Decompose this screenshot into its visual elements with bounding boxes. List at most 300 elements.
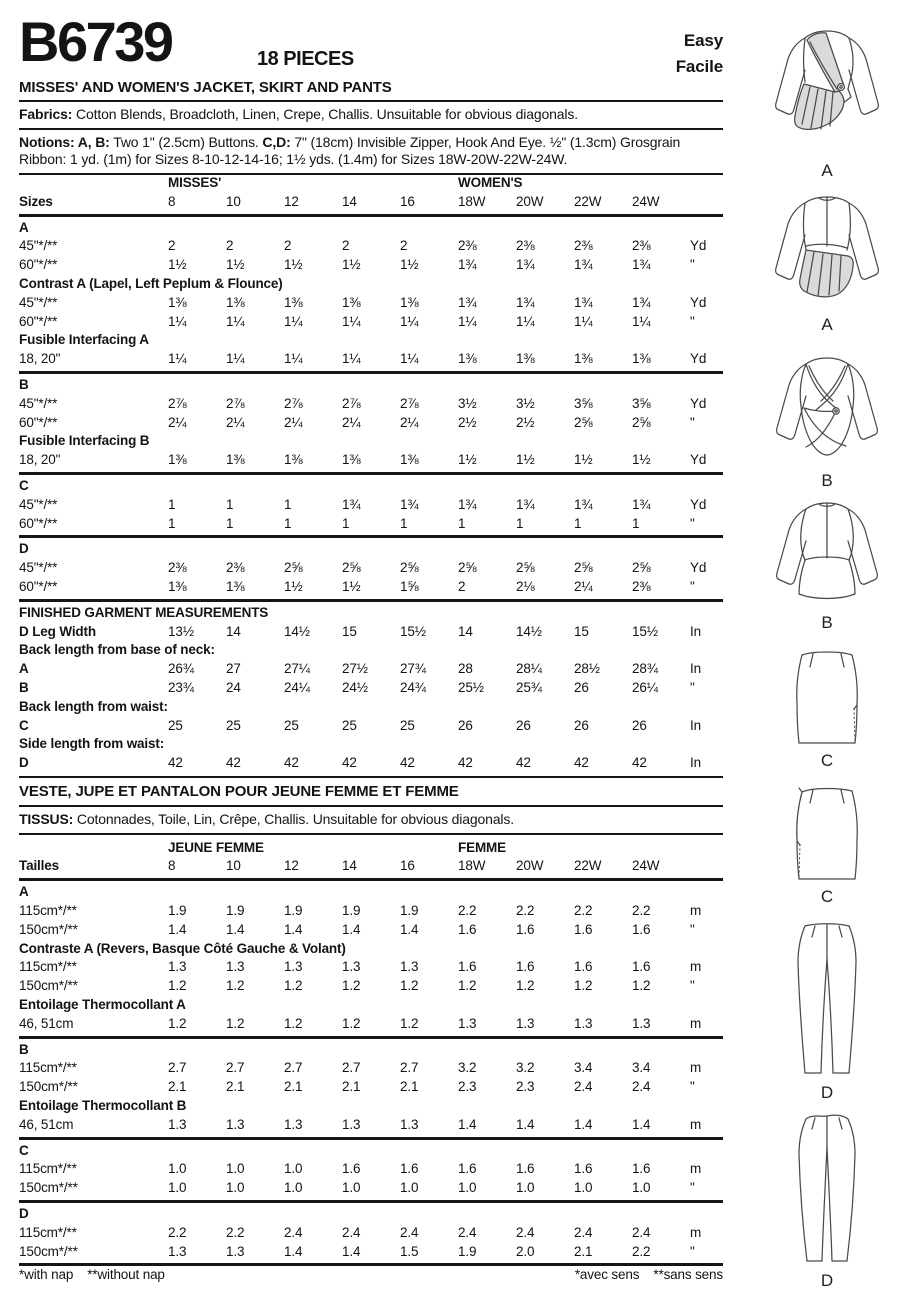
yardage-value: 2 bbox=[342, 238, 350, 254]
measurement-value: 13½ bbox=[168, 623, 194, 639]
measurement-value: 28¼ bbox=[516, 661, 542, 677]
measurement-value: 15½ bbox=[400, 623, 426, 639]
measurement-value: 26¼ bbox=[632, 679, 658, 695]
yardage-value: 1¾ bbox=[574, 496, 593, 512]
measurement-row-label: D Leg Width bbox=[19, 623, 96, 639]
unit-column-spacer bbox=[690, 857, 723, 876]
yardage-value: 1½ bbox=[168, 257, 187, 273]
size-column-header: 10 bbox=[226, 858, 241, 874]
yardage-value: 2.4 bbox=[458, 1224, 477, 1240]
divider-rule bbox=[19, 833, 723, 835]
yardage-value: 1½ bbox=[342, 578, 361, 594]
yardage-value: 1¾ bbox=[632, 294, 651, 310]
unit-cell: " bbox=[690, 313, 695, 329]
row-label: 45"*/** bbox=[19, 496, 58, 512]
row-label: 45"*/** bbox=[19, 238, 58, 254]
measurement-value: 26 bbox=[632, 717, 647, 733]
yardage-value: 1.4 bbox=[342, 921, 361, 937]
measurement-subhead: Back length from waist: bbox=[19, 698, 168, 714]
yardage-value: 1¾ bbox=[516, 294, 535, 310]
row-label: 115cm*/** bbox=[19, 1224, 77, 1240]
yardage-value: 1½ bbox=[342, 257, 361, 273]
measurement-row-label: C bbox=[19, 717, 29, 733]
unit-cell: " bbox=[690, 414, 695, 430]
measurement-value: 25 bbox=[226, 717, 241, 733]
fabrics-label: Fabrics: bbox=[19, 106, 73, 122]
view-a-back-illustration bbox=[752, 186, 902, 335]
yardage-value: 1.4 bbox=[516, 1116, 535, 1132]
yardage-value: 1⅜ bbox=[168, 578, 187, 594]
yardage-value: 1⅝ bbox=[400, 578, 419, 594]
measurement-value: 14 bbox=[226, 623, 241, 639]
yardage-value: 2⅝ bbox=[342, 560, 361, 576]
yardage-value: 1.4 bbox=[342, 1243, 361, 1259]
yardage-value: 3.2 bbox=[516, 1060, 535, 1076]
view-label: A bbox=[821, 315, 833, 334]
yardage-value: 1¼ bbox=[226, 351, 245, 367]
view-label: C bbox=[820, 887, 834, 906]
yardage-value: 1.6 bbox=[516, 1161, 535, 1177]
view-label: B bbox=[821, 613, 833, 632]
measurement-value: 25 bbox=[284, 717, 299, 733]
unit-column-spacer bbox=[690, 193, 723, 212]
yardage-value: 2¼ bbox=[168, 414, 187, 430]
yardage-value: 2.2 bbox=[632, 902, 651, 918]
yardage-value: 2.7 bbox=[226, 1060, 245, 1076]
tissus-label: TISSUS: bbox=[19, 811, 74, 827]
size-group-right: FEMME bbox=[458, 839, 506, 855]
row-label: 150cm*/** bbox=[19, 978, 78, 994]
yardage-value: 1.0 bbox=[516, 1180, 535, 1196]
yardage-value: 1.0 bbox=[284, 1161, 303, 1177]
yardage-value: 1⅜ bbox=[226, 578, 245, 594]
measurement-value: 26 bbox=[516, 717, 531, 733]
yardage-value: 1.9 bbox=[400, 902, 419, 918]
measurement-value: 27 bbox=[226, 661, 241, 677]
yardage-value: 1⅜ bbox=[284, 452, 303, 468]
yardage-value: 1¼ bbox=[284, 351, 303, 367]
yardage-value: 2.7 bbox=[400, 1060, 419, 1076]
yardage-value: 2⅝ bbox=[574, 560, 593, 576]
yardage-value: 3⅝ bbox=[632, 395, 651, 411]
measurement-value: 27¼ bbox=[284, 661, 310, 677]
yardage-value: 2⅜ bbox=[516, 238, 535, 254]
yardage-value: 1 bbox=[400, 515, 408, 531]
yardage-value: 1.2 bbox=[632, 978, 651, 994]
unit-cell: In bbox=[690, 623, 701, 639]
yardage-value: 1 bbox=[168, 496, 176, 512]
section-label: Fusible Interfacing B bbox=[19, 433, 150, 449]
yardage-value: 1.4 bbox=[458, 1116, 477, 1132]
yardage-value: 1 bbox=[226, 496, 234, 512]
yardage-value: 1.2 bbox=[400, 978, 419, 994]
view-a-front-illustration bbox=[752, 20, 902, 181]
row-label: 150cm*/** bbox=[19, 1243, 78, 1259]
view-label: C bbox=[820, 751, 834, 770]
sizes-row-label: Sizes bbox=[19, 193, 53, 209]
yardage-value: 2⅝ bbox=[574, 414, 593, 430]
section-label: B bbox=[19, 1041, 29, 1057]
yardage-value: 1.6 bbox=[574, 921, 593, 937]
yardage-value: 2.4 bbox=[632, 1224, 651, 1240]
yardage-value: 1.3 bbox=[168, 959, 187, 975]
size-column-header: 20W bbox=[516, 858, 544, 874]
yardage-value: 1.0 bbox=[458, 1180, 477, 1196]
yardage-value: 1⅜ bbox=[226, 294, 245, 310]
yardage-value: 1.3 bbox=[516, 1015, 535, 1031]
yardage-value: 1.0 bbox=[632, 1180, 651, 1196]
yardage-value: 1.6 bbox=[574, 1161, 593, 1177]
yardage-value: 1.2 bbox=[342, 978, 361, 994]
view-b-front-illustration bbox=[752, 348, 902, 491]
yardage-value: 1.2 bbox=[168, 978, 187, 994]
yardage-value: 3.2 bbox=[458, 1060, 477, 1076]
yardage-value: 1.6 bbox=[574, 959, 593, 975]
measurement-value: 26¾ bbox=[168, 661, 194, 677]
yardage-value: 1.3 bbox=[168, 1243, 187, 1259]
measurement-value: 42 bbox=[400, 755, 415, 771]
measurement-row-label: A bbox=[19, 661, 29, 677]
yardage-value: 2.3 bbox=[516, 1079, 535, 1095]
yardage-value: 1 bbox=[284, 496, 292, 512]
row-label: 46, 51cm bbox=[19, 1116, 74, 1132]
yardage-value: 1¾ bbox=[632, 496, 651, 512]
yardage-value: 1¾ bbox=[574, 294, 593, 310]
yardage-value: 1.6 bbox=[632, 1161, 651, 1177]
section-label: Contraste A (Revers, Basque Côté Gauche & Volant) bbox=[19, 940, 346, 956]
yardage-value: 1 bbox=[632, 515, 640, 531]
size-group-left: MISSES' bbox=[168, 175, 222, 190]
yardage-value: 2.2 bbox=[168, 1224, 187, 1240]
yardage-value: 1.2 bbox=[458, 978, 477, 994]
row-label: 115cm*/** bbox=[19, 902, 77, 918]
yardage-value: 1.9 bbox=[342, 902, 361, 918]
unit-cell: Yd bbox=[690, 395, 707, 411]
yardage-value: 1½ bbox=[458, 452, 477, 468]
divider-rule bbox=[19, 100, 723, 102]
row-label: 115cm*/** bbox=[19, 1060, 77, 1076]
row-label: 115cm*/** bbox=[19, 959, 77, 975]
fabrics-line bbox=[19, 106, 723, 124]
yardage-value: 1½ bbox=[226, 257, 245, 273]
section-label: D bbox=[19, 541, 29, 557]
section-label: A bbox=[19, 884, 29, 900]
yardage-value: 1¾ bbox=[574, 257, 593, 273]
yardage-table-english bbox=[19, 174, 723, 773]
yardage-value: 1.4 bbox=[284, 921, 303, 937]
yardage-value: 2.2 bbox=[458, 902, 477, 918]
yardage-value: 1.6 bbox=[342, 1161, 361, 1177]
unit-cell: m bbox=[690, 902, 702, 918]
size-column-header: 10 bbox=[226, 193, 241, 209]
size-table-corner bbox=[19, 839, 168, 858]
section-label: A bbox=[19, 219, 29, 235]
yardage-value: 2⅜ bbox=[632, 578, 651, 594]
finished-measurements-title: FINISHED GARMENT MEASUREMENTS bbox=[19, 604, 269, 620]
divider-rule bbox=[19, 878, 723, 881]
tissus-text: Cotonnades, Toile, Lin, Crêpe, Challis. Unsuitable for obvious diagonals. bbox=[73, 811, 514, 827]
yardage-value: 2¼ bbox=[342, 414, 361, 430]
yardage-value: 2⅞ bbox=[342, 395, 361, 411]
measurement-value: 42 bbox=[226, 755, 241, 771]
yardage-value: 1⅜ bbox=[168, 452, 187, 468]
yardage-value: 1.6 bbox=[632, 921, 651, 937]
size-group-left: JEUNE FEMME bbox=[168, 839, 264, 855]
jacket-a-back-line-art bbox=[752, 186, 902, 314]
yardage-value: 2⅜ bbox=[458, 238, 477, 254]
yardage-value: 2⅞ bbox=[284, 395, 303, 411]
yardage-value: 1½ bbox=[574, 452, 593, 468]
row-label: 150cm*/** bbox=[19, 1180, 78, 1196]
pattern-number: B6739 bbox=[19, 10, 172, 73]
section-label: Contrast A (Lapel, Left Peplum & Flounce) bbox=[19, 275, 283, 291]
unit-cell: m bbox=[690, 1060, 702, 1076]
yardage-value: 1.3 bbox=[284, 1116, 303, 1132]
yardage-value: 1.3 bbox=[342, 1116, 361, 1132]
yardage-value: 1¾ bbox=[516, 257, 535, 273]
measurement-value: 42 bbox=[342, 755, 357, 771]
yardage-value: 1¼ bbox=[400, 351, 419, 367]
yardage-value: 1¼ bbox=[516, 313, 535, 329]
measurement-value: 14½ bbox=[284, 623, 310, 639]
yardage-value: 1¼ bbox=[226, 313, 245, 329]
yardage-value: 2⅜ bbox=[574, 238, 593, 254]
yardage-value: 2.2 bbox=[226, 1224, 245, 1240]
size-table-corner bbox=[19, 174, 168, 193]
unit-cell: m bbox=[690, 1224, 702, 1240]
yardage-value: 3.4 bbox=[632, 1060, 651, 1076]
measurement-value: 24 bbox=[226, 679, 241, 695]
nap-legend-en bbox=[19, 1267, 165, 1282]
yardage-value: 1⅜ bbox=[574, 351, 593, 367]
measurement-value: 28 bbox=[458, 661, 473, 677]
divider-rule bbox=[19, 1263, 723, 1266]
yardage-value: 1½ bbox=[284, 257, 303, 273]
unit-cell: " bbox=[690, 515, 695, 531]
yardage-value: 1.3 bbox=[226, 1116, 245, 1132]
yardage-value: 1.9 bbox=[284, 902, 303, 918]
yardage-value: 1 bbox=[342, 515, 350, 531]
section-label: Fusible Interfacing A bbox=[19, 332, 149, 348]
yardage-value: 2.2 bbox=[574, 902, 593, 918]
unit-cell: " bbox=[690, 679, 695, 695]
divider-rule bbox=[19, 214, 723, 217]
yardage-value: 1 bbox=[458, 515, 466, 531]
yardage-value: 1⅜ bbox=[226, 452, 245, 468]
yardage-value: 1.6 bbox=[458, 1161, 477, 1177]
section-label: Entoilage Thermocollant A bbox=[19, 996, 186, 1012]
yardage-value: 2.1 bbox=[400, 1079, 419, 1095]
unit-cell: " bbox=[690, 921, 695, 937]
yardage-value: 1.3 bbox=[342, 959, 361, 975]
yardage-value: 1¾ bbox=[516, 496, 535, 512]
yardage-value: 1.6 bbox=[516, 959, 535, 975]
view-c-front-illustration bbox=[752, 646, 902, 771]
without-nap-note: **without nap bbox=[87, 1267, 165, 1282]
measurement-value: 23¾ bbox=[168, 679, 194, 695]
size-column-header: 8 bbox=[168, 193, 176, 209]
yardage-value: 1.6 bbox=[400, 1161, 419, 1177]
unit-cell: Yd bbox=[690, 496, 707, 512]
yardage-value: 2⅞ bbox=[168, 395, 187, 411]
unit-cell: " bbox=[690, 578, 695, 594]
row-label: 115cm*/** bbox=[19, 1161, 77, 1177]
yardage-value: 1.2 bbox=[284, 978, 303, 994]
yardage-value: 1.2 bbox=[516, 978, 535, 994]
fabrics-text: Cotton Blends, Broadcloth, Linen, Crepe, Challis. Unsuitable for obvious diagonals. bbox=[72, 106, 578, 122]
yardage-value: 2½ bbox=[516, 414, 535, 430]
difficulty-fr: Facile bbox=[675, 57, 723, 77]
yardage-value: 1⅜ bbox=[632, 351, 651, 367]
yardage-value: 2 bbox=[168, 238, 176, 254]
piece-count: 18 PIECES bbox=[257, 48, 354, 70]
notions-text-2: 7" (18cm) Invisible Zipper, Hook And Eye. ½" (1.3cm) Grosgrain Ribbon: 1 yd. (1m) for Sizes 8-10-12-14-16; 1½ yds. (1.4m) for Sizes 18W-20W-22W-24W. bbox=[19, 133, 681, 168]
yardage-value: 1¾ bbox=[400, 496, 419, 512]
yardage-value: 1 bbox=[168, 515, 176, 531]
measurement-value: 27¾ bbox=[400, 661, 426, 677]
garment-views-column bbox=[752, 0, 904, 1313]
yardage-value: 3½ bbox=[516, 395, 535, 411]
skirt-c-back-line-art bbox=[752, 782, 902, 886]
unit-cell: " bbox=[690, 1079, 695, 1095]
yardage-value: 1⅜ bbox=[168, 294, 187, 310]
yardage-value: 2.1 bbox=[574, 1243, 593, 1259]
yardage-value: 2 bbox=[458, 578, 466, 594]
yardage-value: 1⅜ bbox=[400, 294, 419, 310]
yardage-value: 2⅞ bbox=[400, 395, 419, 411]
divider-rule bbox=[19, 371, 723, 374]
section-label: B bbox=[19, 376, 29, 392]
size-column-header: 24W bbox=[632, 193, 660, 209]
size-column-header: 16 bbox=[400, 858, 415, 874]
with-nap-note: *with nap bbox=[19, 1267, 74, 1282]
yardage-value: 1.9 bbox=[458, 1243, 477, 1259]
avec-sens-note: *avec sens bbox=[574, 1267, 640, 1282]
divider-rule bbox=[19, 472, 723, 475]
measurement-value: 25 bbox=[168, 717, 183, 733]
yardage-value: 2.4 bbox=[574, 1079, 593, 1095]
yardage-value: 1¼ bbox=[574, 313, 593, 329]
size-column-header: 20W bbox=[516, 193, 544, 209]
yardage-value: 1.4 bbox=[226, 921, 245, 937]
yardage-value: 2⅜ bbox=[168, 560, 187, 576]
yardage-value: 1.0 bbox=[574, 1180, 593, 1196]
measurement-value: 42 bbox=[458, 755, 473, 771]
yardage-value: 2¼ bbox=[574, 578, 593, 594]
yardage-value: 1¾ bbox=[342, 496, 361, 512]
skirt-c-front-line-art bbox=[752, 646, 902, 750]
section-label: C bbox=[19, 477, 29, 493]
yardage-value: 1¼ bbox=[342, 313, 361, 329]
unit-cell: m bbox=[690, 1015, 702, 1031]
jacket-a-front-line-art bbox=[752, 20, 902, 160]
yardage-value: 1½ bbox=[400, 257, 419, 273]
pattern-title-en: MISSES' AND WOMEN'S JACKET, SKIRT AND PANTS bbox=[19, 79, 392, 96]
yardage-value: 1⅜ bbox=[342, 294, 361, 310]
size-column-header: 16 bbox=[400, 193, 415, 209]
yardage-value: 2.1 bbox=[226, 1079, 245, 1095]
yardage-value: 1¼ bbox=[342, 351, 361, 367]
yardage-value: 1.6 bbox=[516, 921, 535, 937]
yardage-value: 1¼ bbox=[458, 313, 477, 329]
measurement-value: 42 bbox=[632, 755, 647, 771]
yardage-value: 2 bbox=[400, 238, 408, 254]
unit-cell: Yd bbox=[690, 351, 707, 367]
unit-cell: " bbox=[690, 257, 695, 273]
unit-cell: m bbox=[690, 1116, 702, 1132]
yardage-value: 3⅝ bbox=[574, 395, 593, 411]
view-c-back-illustration bbox=[752, 782, 902, 907]
yardage-value: 2.4 bbox=[574, 1224, 593, 1240]
measurement-value: 26 bbox=[574, 679, 589, 695]
section-label: C bbox=[19, 1142, 29, 1158]
yardage-value: 2⅝ bbox=[632, 414, 651, 430]
notions-views-label: C,D: bbox=[262, 133, 291, 150]
measurement-value: 42 bbox=[284, 755, 299, 771]
yardage-value: 1.9 bbox=[226, 902, 245, 918]
measurement-row-label: B bbox=[19, 679, 29, 695]
yardage-value: 2⅜ bbox=[226, 560, 245, 576]
yardage-value: 2.2 bbox=[632, 1243, 651, 1259]
yardage-value: 1.0 bbox=[168, 1180, 187, 1196]
yardage-value: 2.3 bbox=[458, 1079, 477, 1095]
size-column-header: 14 bbox=[342, 858, 357, 874]
pants-d-back-line-art bbox=[752, 1110, 902, 1270]
measurement-value: 28¾ bbox=[632, 661, 658, 677]
unit-column-spacer bbox=[690, 174, 723, 193]
measurement-value: 42 bbox=[574, 755, 589, 771]
yardage-value: 1.4 bbox=[284, 1243, 303, 1259]
yardage-value: 1.2 bbox=[284, 1015, 303, 1031]
row-label: 46, 51cm bbox=[19, 1015, 74, 1031]
jacket-b-back-line-art bbox=[752, 494, 902, 612]
unit-cell: Yd bbox=[690, 560, 707, 576]
measurement-subhead: Side length from waist: bbox=[19, 736, 165, 752]
yardage-value: 3.4 bbox=[574, 1060, 593, 1076]
nap-legend-fr bbox=[575, 1267, 723, 1282]
row-label: 45"*/** bbox=[19, 560, 58, 576]
size-group-right: WOMEN'S bbox=[458, 175, 523, 190]
yardage-value: 2.1 bbox=[342, 1079, 361, 1095]
yardage-value: 1.4 bbox=[574, 1116, 593, 1132]
measurement-value: 25 bbox=[400, 717, 415, 733]
yardage-value: 1.2 bbox=[342, 1015, 361, 1031]
yardage-value: 1.0 bbox=[168, 1161, 187, 1177]
yardage-value: 2.7 bbox=[168, 1060, 187, 1076]
yardage-value: 1.2 bbox=[226, 978, 245, 994]
yardage-value: 1.4 bbox=[632, 1116, 651, 1132]
tissus-line bbox=[19, 811, 723, 829]
yardage-value: 1¾ bbox=[458, 294, 477, 310]
size-column-header: 12 bbox=[284, 858, 299, 874]
divider-rule bbox=[19, 805, 723, 807]
unit-cell: In bbox=[690, 661, 701, 677]
pattern-title-fr: VESTE, JUPE ET PANTALON POUR JEUNE FEMME ET FEMME bbox=[19, 783, 459, 800]
pants-d-front-line-art bbox=[752, 920, 902, 1082]
yardage-value: 1⅜ bbox=[400, 452, 419, 468]
yardage-value: 1¾ bbox=[632, 257, 651, 273]
unit-cell: m bbox=[690, 959, 702, 975]
divider-rule bbox=[19, 599, 723, 602]
view-label: D bbox=[820, 1083, 834, 1102]
notions-text-1: Two 1" (2.5cm) Buttons. bbox=[109, 133, 263, 150]
yardage-value: 1 bbox=[516, 515, 524, 531]
yardage-value: 1.3 bbox=[400, 1116, 419, 1132]
measurement-value: 15½ bbox=[632, 623, 658, 639]
yardage-value: 1¾ bbox=[458, 257, 477, 273]
yardage-value: 1.3 bbox=[284, 959, 303, 975]
yardage-value: 1.6 bbox=[458, 959, 477, 975]
